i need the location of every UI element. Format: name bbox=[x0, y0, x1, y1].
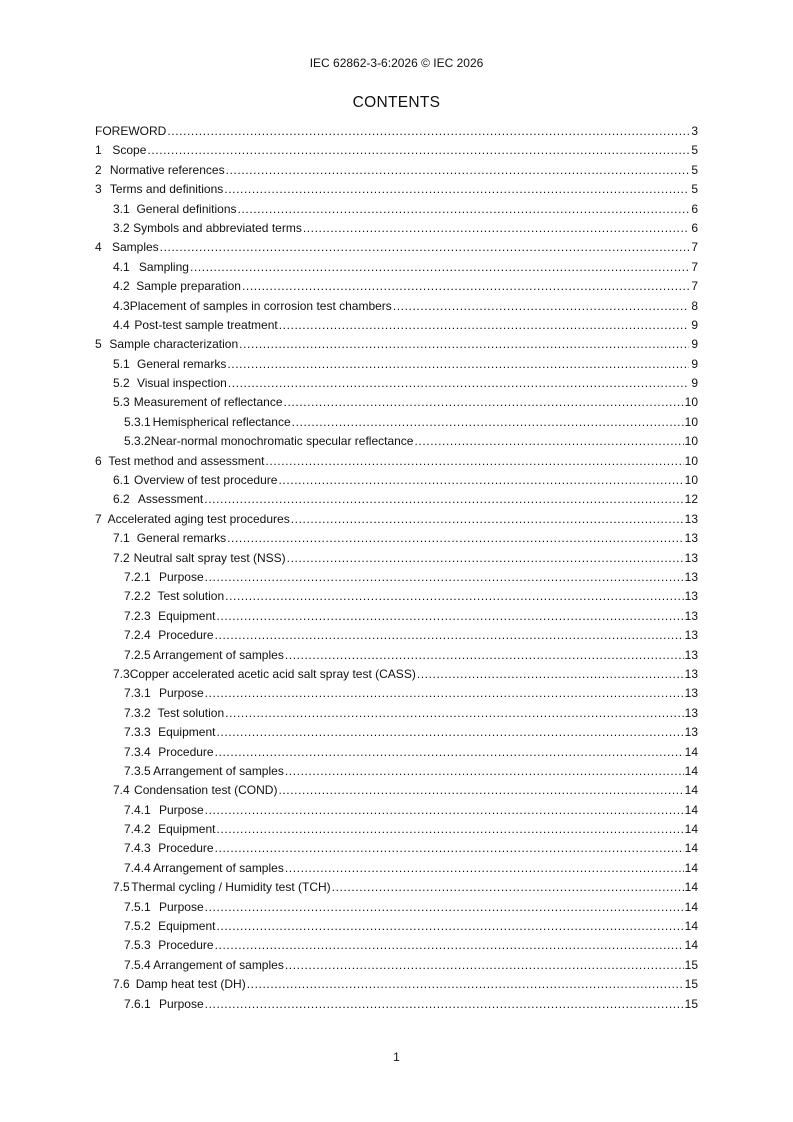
toc-entry-label: Normative references bbox=[109, 162, 225, 177]
toc-entry-label: Equipment bbox=[158, 919, 216, 934]
toc-entry-number: 7.5.1 bbox=[124, 899, 151, 914]
toc-entry-number: 7.2.5 bbox=[124, 647, 151, 662]
toc-leader-dots bbox=[238, 202, 689, 216]
toc-entry-page: 14 bbox=[684, 822, 698, 837]
toc-entry-page: 13 bbox=[684, 686, 698, 701]
toc-entry-label: Overview of test procedure bbox=[134, 473, 278, 488]
toc-leader-dots bbox=[285, 648, 684, 662]
toc-entry-page: 14 bbox=[684, 938, 698, 953]
toc-entry[interactable] bbox=[95, 783, 698, 802]
toc-entry-number: 7.2.4 bbox=[124, 628, 151, 643]
toc-leader-dots bbox=[414, 434, 683, 448]
toc-entry-number: 7.5.2 bbox=[124, 919, 151, 934]
toc-entry[interactable] bbox=[95, 977, 698, 996]
toc-entry-number: 7.6 bbox=[113, 977, 130, 992]
toc-leader-dots bbox=[332, 880, 684, 894]
toc-entry-page: 5 bbox=[691, 162, 698, 177]
toc-entry-number: 7.5.3 bbox=[124, 938, 151, 953]
toc-entry[interactable] bbox=[95, 531, 698, 550]
toc-entry-label: Purpose bbox=[158, 686, 204, 701]
toc-entry[interactable] bbox=[95, 260, 698, 279]
toc-entry-page: 10 bbox=[684, 414, 698, 429]
toc-entry-number: 4.3 bbox=[113, 298, 130, 313]
toc-entry[interactable] bbox=[95, 725, 698, 744]
toc-entry[interactable] bbox=[95, 958, 698, 977]
toc-entry[interactable] bbox=[95, 822, 698, 841]
toc-leader-dots bbox=[227, 357, 689, 371]
toc-entry[interactable] bbox=[95, 163, 698, 182]
toc-entry-number: 5.3 bbox=[113, 395, 130, 410]
toc-entry-label: Procedure bbox=[158, 841, 214, 856]
toc-entry-page: 15 bbox=[684, 977, 698, 992]
toc-entry[interactable] bbox=[95, 764, 698, 783]
toc-leader-dots bbox=[204, 492, 683, 506]
toc-entry-number: 4.4 bbox=[113, 317, 130, 332]
toc-entry[interactable] bbox=[95, 667, 698, 686]
toc-entry[interactable] bbox=[95, 357, 698, 376]
toc-entry-label: General remarks bbox=[136, 356, 227, 371]
toc-entry-label: Purpose bbox=[158, 569, 204, 584]
toc-entry-page: 14 bbox=[684, 919, 698, 934]
toc-entry-page: 14 bbox=[684, 899, 698, 914]
toc-leader-dots bbox=[278, 783, 683, 797]
toc-leader-dots bbox=[215, 938, 684, 952]
toc-entry-number: 5.3.1 bbox=[124, 414, 151, 429]
toc-entry-number: 7.2.1 bbox=[124, 569, 151, 584]
toc-leader-dots bbox=[393, 299, 689, 313]
toc-entry-label: Purpose bbox=[158, 802, 204, 817]
toc-entry[interactable] bbox=[95, 686, 698, 705]
toc-entry-label: Damp heat test (DH) bbox=[135, 977, 246, 992]
toc-entry-label: Near-normal monochromatic specular reflectance bbox=[150, 434, 414, 449]
toc-leader-dots bbox=[303, 221, 689, 235]
toc-entry-label: Post-test sample treatment bbox=[134, 317, 278, 332]
toc-entry[interactable] bbox=[95, 861, 698, 880]
toc-entry-number: 5.1 bbox=[113, 356, 130, 371]
toc-entry[interactable] bbox=[95, 202, 698, 221]
toc-entry-label: Arrangement of samples bbox=[153, 647, 284, 662]
toc-entry-number: 7.4.1 bbox=[124, 802, 151, 817]
toc-entry-label: Terms and definitions bbox=[109, 182, 224, 197]
toc-entry[interactable] bbox=[95, 454, 698, 473]
toc-entry-label: Test solution bbox=[157, 589, 225, 604]
toc-entry[interactable] bbox=[95, 997, 698, 1016]
toc-entry-page: 10 bbox=[684, 453, 698, 468]
toc-entry-label: Sampling bbox=[138, 259, 189, 274]
toc-entry[interactable] bbox=[95, 279, 698, 298]
toc-entry-page: 9 bbox=[691, 376, 698, 391]
toc-leader-dots bbox=[278, 473, 683, 487]
toc-entry-label: General definitions bbox=[136, 201, 237, 216]
toc-entry[interactable] bbox=[95, 299, 698, 318]
document-header: IEC 62862-3-6:2026 © IEC 2026 bbox=[309, 56, 484, 70]
contents-title: CONTENTS bbox=[352, 94, 441, 111]
toc-leader-dots bbox=[216, 725, 683, 739]
toc-entry[interactable] bbox=[95, 318, 698, 337]
toc-entry-number: 7.6.1 bbox=[124, 996, 151, 1011]
toc-entry-page: 15 bbox=[684, 996, 698, 1011]
toc-entry-number: 7.3.5 bbox=[124, 763, 151, 778]
page-number: 1 bbox=[393, 1050, 400, 1064]
toc-entry[interactable] bbox=[95, 337, 698, 356]
toc-leader-dots bbox=[242, 279, 689, 293]
toc-leader-dots bbox=[266, 454, 684, 468]
toc-leader-dots bbox=[205, 900, 684, 914]
toc-entry-label: Purpose bbox=[158, 899, 204, 914]
toc-entry-label: Procedure bbox=[158, 628, 214, 643]
toc-entry-page: 7 bbox=[691, 279, 698, 294]
toc-entry-label: Symbols and abbreviated terms bbox=[133, 220, 302, 235]
toc-entry-number: 5.3.2 bbox=[124, 434, 151, 449]
toc-entry-number: 7.3 bbox=[113, 666, 130, 681]
toc-entry-page: 8 bbox=[691, 298, 698, 313]
toc-leader-dots bbox=[285, 958, 684, 972]
toc-entry-number: 7.2.3 bbox=[124, 608, 151, 623]
toc-entry-page: 10 bbox=[684, 434, 698, 449]
toc-entry-label: Test method and assessment bbox=[108, 453, 265, 468]
toc-entry-number: 7.2.2 bbox=[124, 589, 151, 604]
toc-entry-label: Thermal cycling / Humidity test (TCH) bbox=[131, 880, 331, 895]
toc-entry-number: 7.4.4 bbox=[124, 860, 151, 875]
toc-entry-label: Scope bbox=[112, 143, 147, 158]
toc-entry-page: 13 bbox=[684, 666, 698, 681]
toc-entry-number: 7.4.3 bbox=[124, 841, 151, 856]
toc-entry[interactable] bbox=[95, 395, 698, 414]
toc-entry[interactable] bbox=[95, 589, 698, 608]
toc-entry[interactable] bbox=[95, 434, 698, 453]
toc-entry-label: Procedure bbox=[158, 938, 214, 953]
toc-entry-label: Placement of samples in corrosion test chambers bbox=[129, 298, 392, 313]
toc-leader-dots bbox=[417, 667, 684, 681]
toc-entry-page: 13 bbox=[684, 569, 698, 584]
toc-entry-page: 9 bbox=[691, 317, 698, 332]
toc-entry[interactable] bbox=[95, 706, 698, 725]
toc-entry-number: 3.2 bbox=[113, 220, 130, 235]
toc-entry[interactable] bbox=[95, 551, 698, 570]
toc-entry-number: 5.2 bbox=[113, 376, 130, 391]
table-of-contents bbox=[95, 124, 698, 1016]
toc-entry-label: Sample preparation bbox=[136, 279, 241, 294]
toc-entry-page: 9 bbox=[691, 337, 698, 352]
toc-leader-dots bbox=[287, 551, 684, 565]
toc-entry-page: 13 bbox=[684, 608, 698, 623]
toc-entry-page: 12 bbox=[684, 492, 698, 507]
toc-entry-number: 5 bbox=[95, 337, 102, 352]
toc-entry[interactable] bbox=[95, 143, 698, 162]
toc-leader-dots bbox=[190, 260, 689, 274]
toc-entry[interactable] bbox=[95, 841, 698, 860]
toc-entry[interactable] bbox=[95, 648, 698, 667]
toc-entry-page: 14 bbox=[684, 841, 698, 856]
toc-entry-page: 13 bbox=[684, 531, 698, 546]
toc-leader-dots bbox=[205, 997, 684, 1011]
toc-entry-label: Neutral salt spray test (NSS) bbox=[133, 550, 286, 565]
toc-entry-number: 1 bbox=[95, 143, 102, 158]
toc-entry[interactable] bbox=[95, 221, 698, 240]
toc-entry-number: 7.3.2 bbox=[124, 705, 151, 720]
toc-entry-page: 14 bbox=[684, 763, 698, 778]
toc-entry-number: 3 bbox=[95, 182, 102, 197]
toc-entry-number: 7.2 bbox=[113, 550, 130, 565]
toc-entry-label: Condensation test (COND) bbox=[134, 783, 278, 798]
toc-entry-page: 6 bbox=[691, 220, 698, 235]
toc-entry-label: Visual inspection bbox=[136, 376, 227, 391]
toc-leader-dots bbox=[215, 628, 684, 642]
toc-entry-page: 6 bbox=[691, 201, 698, 216]
toc-entry[interactable] bbox=[95, 628, 698, 647]
toc-entry-page: 5 bbox=[691, 143, 698, 158]
toc-entry-page: 14 bbox=[684, 783, 698, 798]
toc-entry-number: 4.1 bbox=[113, 259, 130, 274]
toc-leader-dots bbox=[167, 124, 689, 138]
toc-entry-page: 13 bbox=[684, 511, 698, 526]
toc-entry[interactable] bbox=[95, 492, 698, 511]
toc-leader-dots bbox=[279, 318, 689, 332]
toc-entry-number: 7.3.4 bbox=[124, 744, 151, 759]
toc-entry-page: 13 bbox=[684, 725, 698, 740]
toc-leader-dots bbox=[225, 706, 684, 720]
toc-entry-page: 14 bbox=[684, 744, 698, 759]
toc-entry[interactable] bbox=[95, 240, 698, 259]
toc-leader-dots bbox=[228, 376, 689, 390]
toc-entry[interactable] bbox=[95, 376, 698, 395]
toc-entry-number: 6.2 bbox=[113, 492, 130, 507]
toc-entry-label: Measurement of reflectance bbox=[133, 395, 283, 410]
toc-entry-label: Test solution bbox=[157, 705, 225, 720]
toc-entry-number: 2 bbox=[95, 162, 102, 177]
toc-entry[interactable] bbox=[95, 473, 698, 492]
toc-entry-number: 7.4 bbox=[113, 783, 130, 798]
toc-entry-number: 4.2 bbox=[113, 279, 130, 294]
toc-entry-label: FOREWORD bbox=[95, 124, 167, 138]
toc-entry-label: Sample characterization bbox=[109, 337, 239, 352]
toc-entry[interactable] bbox=[95, 900, 698, 919]
toc-leader-dots bbox=[147, 143, 689, 157]
toc-entry-page: 13 bbox=[684, 550, 698, 565]
toc-entry-page: 9 bbox=[691, 356, 698, 371]
toc-entry-page: 10 bbox=[684, 473, 698, 488]
toc-entry-page: 13 bbox=[684, 589, 698, 604]
toc-entry[interactable] bbox=[95, 182, 698, 201]
toc-entry-page: 14 bbox=[684, 880, 698, 895]
toc-entry[interactable] bbox=[95, 938, 698, 957]
toc-leader-dots bbox=[216, 919, 683, 933]
toc-leader-dots bbox=[226, 163, 689, 177]
toc-entry[interactable] bbox=[95, 570, 698, 589]
toc-entry-page: 13 bbox=[684, 628, 698, 643]
toc-leader-dots bbox=[285, 764, 684, 778]
toc-entry-label: Equipment bbox=[158, 822, 216, 837]
toc-leader-dots bbox=[239, 337, 689, 351]
toc-leader-dots bbox=[284, 395, 684, 409]
toc-leader-dots bbox=[215, 841, 684, 855]
toc-leader-dots bbox=[205, 803, 684, 817]
toc-leader-dots bbox=[227, 531, 684, 545]
toc-entry-number: 6 bbox=[95, 453, 102, 468]
toc-entry-label: Copper accelerated acetic acid salt spray test (CASS) bbox=[129, 666, 416, 681]
toc-entry-page: 5 bbox=[691, 182, 698, 197]
toc-leader-dots bbox=[160, 240, 689, 254]
toc-entry-label: Hemispherical reflectance bbox=[152, 414, 291, 429]
toc-entry-page: 14 bbox=[684, 860, 698, 875]
toc-entry-number: 3.1 bbox=[113, 201, 130, 216]
toc-leader-dots bbox=[292, 415, 684, 429]
toc-entry-page: 7 bbox=[691, 259, 698, 274]
toc-entry-number: 7.5 bbox=[113, 880, 130, 895]
toc-entry-label: Purpose bbox=[158, 996, 204, 1011]
toc-entry-label: Equipment bbox=[158, 725, 216, 740]
toc-entry[interactable] bbox=[95, 745, 698, 764]
toc-entry-page: 15 bbox=[684, 957, 698, 972]
toc-entry[interactable] bbox=[95, 880, 698, 899]
toc-leader-dots bbox=[216, 609, 683, 623]
toc-entry[interactable] bbox=[95, 609, 698, 628]
toc-entry-number: 7.3.1 bbox=[124, 686, 151, 701]
toc-entry-number: 4 bbox=[95, 240, 102, 255]
toc-entry-page: 14 bbox=[684, 802, 698, 817]
toc-entry-number: 7.3.3 bbox=[124, 725, 151, 740]
toc-leader-dots bbox=[224, 182, 689, 196]
toc-entry-number: 7.4.2 bbox=[124, 822, 151, 837]
toc-leader-dots bbox=[205, 686, 684, 700]
toc-entry-number: 6.1 bbox=[113, 473, 130, 488]
toc-leader-dots bbox=[215, 745, 684, 759]
toc-entry-number: 7.5.4 bbox=[124, 957, 151, 972]
toc-entry-label: General remarks bbox=[136, 531, 227, 546]
toc-entry-label: Accelerated aging test procedures bbox=[107, 511, 290, 526]
toc-entry-label: Arrangement of samples bbox=[153, 860, 284, 875]
toc-entry-label: Assessment bbox=[137, 492, 204, 507]
toc-entry-label: Procedure bbox=[158, 744, 214, 759]
toc-entry-page: 13 bbox=[684, 647, 698, 662]
toc-entry-page: 13 bbox=[684, 705, 698, 720]
toc-entry-number: 7 bbox=[95, 511, 102, 526]
toc-leader-dots bbox=[225, 589, 684, 603]
toc-entry[interactable] bbox=[95, 919, 698, 938]
toc-leader-dots bbox=[216, 822, 683, 836]
toc-entry[interactable] bbox=[95, 124, 698, 143]
toc-leader-dots bbox=[291, 512, 684, 526]
toc-entry-page: 7 bbox=[691, 240, 698, 255]
toc-entry-label: Samples bbox=[111, 240, 159, 255]
toc-entry-page: 10 bbox=[684, 395, 698, 410]
toc-entry[interactable] bbox=[95, 512, 698, 531]
toc-leader-dots bbox=[285, 861, 684, 875]
toc-entry-page: 3 bbox=[691, 124, 698, 138]
toc-entry-label: Arrangement of samples bbox=[153, 763, 284, 778]
toc-entry-label: Equipment bbox=[158, 608, 216, 623]
toc-entry[interactable] bbox=[95, 803, 698, 822]
toc-leader-dots bbox=[247, 977, 684, 991]
toc-entry[interactable] bbox=[95, 415, 698, 434]
toc-leader-dots bbox=[205, 570, 684, 584]
toc-entry-label: Arrangement of samples bbox=[153, 957, 284, 972]
toc-entry-number: 7.1 bbox=[113, 531, 130, 546]
